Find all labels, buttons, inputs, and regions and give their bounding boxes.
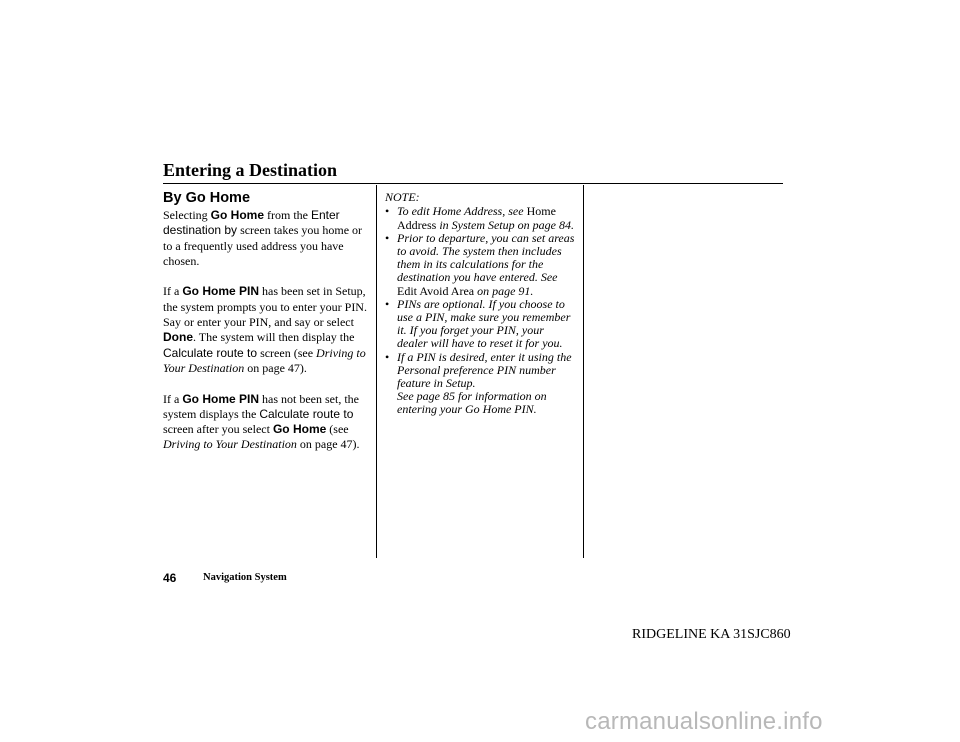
go-home-pin-ui-term: Go Home PIN — [182, 391, 260, 406]
cross-reference: Driving to Your Destination — [163, 345, 366, 375]
note-column — [385, 190, 577, 417]
bullet-icon: • — [385, 296, 390, 311]
main-column — [163, 189, 368, 468]
go-home-ui-term: Go Home — [210, 208, 264, 222]
pin-set-paragraph: If a Go Home PIN has been set in Setup, the system prompts you to enter your PIN. Say or enter your PIN, and say or select Done. The system will then display the Calculate route to screen (see Driving to Your Destination on page 47). — [163, 284, 367, 375]
enter-destination-by-ui-term: Enter destination by — [163, 208, 340, 238]
intro-paragraph: Selecting Go Home from the Enter destination by screen takes you home or to a frequently used address you have chosen. — [163, 208, 363, 268]
page-title: Entering a Destination — [163, 160, 338, 180]
list-item: • PINs are optional. If you choose to use a PIN, make sure you remember it. If you forget your PIN, your dealer will have to reset it for you. — [385, 296, 571, 351]
bullet-icon: • — [385, 204, 390, 219]
note-label: NOTE: — [385, 190, 420, 204]
column-divider-left — [376, 185, 377, 558]
model-code: RIDGELINE KA 31SJC860 — [632, 627, 791, 642]
title-rule — [163, 183, 783, 184]
list-item: • To edit Home Address, see Home Address in System Setup on page 84. — [385, 204, 574, 232]
list-item: • If a PIN is desired, enter it using the Personal preference PIN number feature in Setup. See page 85 for information on entering your Go Home PIN. — [385, 349, 572, 417]
list-item: • Prior to departure, you can set areas to avoid. The system then includes them in its calculations for the destination you have entered. See Edit Avoid Area on page 91. — [385, 230, 575, 298]
calculate-route-ui-term: Calculate route to — [163, 345, 258, 360]
column-divider-right — [583, 185, 584, 558]
go-home-pin-ui-term: Go Home PIN — [182, 284, 260, 299]
bullet-icon: • — [385, 349, 390, 364]
manual-title: Navigation System — [203, 572, 287, 583]
pin-not-set-paragraph: If a Go Home PIN has not been set, the system displays the Calculate route to screen after you select Go Home (see Driving to Your Destination on page 47). — [163, 391, 360, 452]
calculate-route-ui-term: Calculate route to — [259, 406, 354, 421]
section-heading: By Go Home — [163, 190, 251, 206]
done-ui-term: Done — [163, 330, 193, 345]
bullet-icon: • — [385, 230, 390, 245]
go-home-ui-term: Go Home — [272, 422, 327, 437]
page-number: 46 — [163, 571, 177, 585]
cross-reference: Driving to Your Destination — [163, 437, 297, 452]
watermark: carmanualsonline.info — [585, 708, 823, 735]
note-list — [385, 205, 577, 416]
